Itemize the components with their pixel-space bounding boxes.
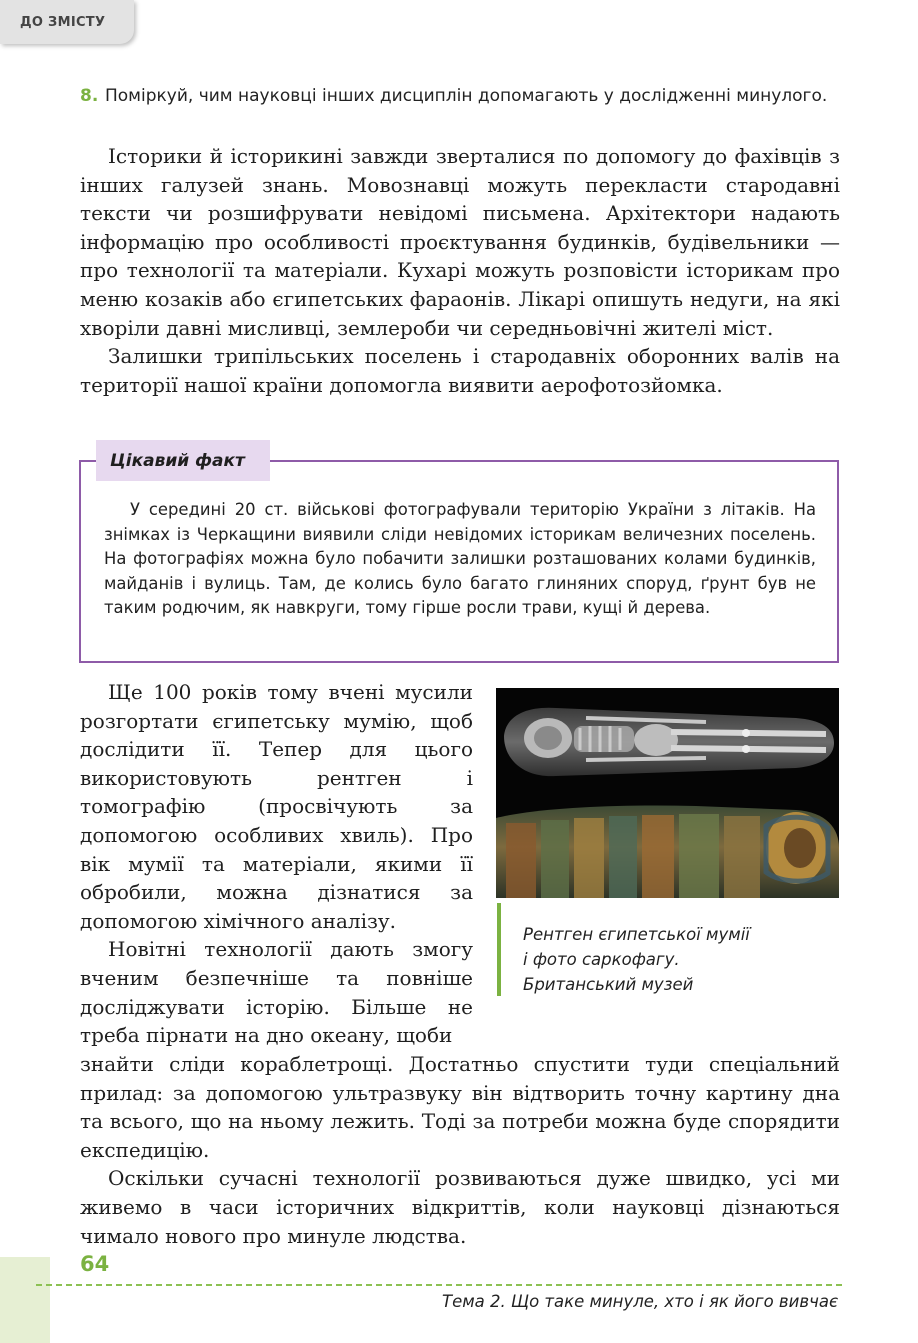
caption-line-2: і фото саркофагу. bbox=[523, 950, 680, 969]
caption-line-1: Рентген єгипетської мумії bbox=[523, 925, 750, 944]
running-title: Тема 2. Що таке минуле, хто і як його вивчає bbox=[442, 1292, 838, 1311]
caption-line-3: Британський музей bbox=[523, 975, 694, 994]
footer-margin-block bbox=[0, 1257, 50, 1343]
intro-paragraph-2: Залишки трипільських поселень і стародавніх оборонних валів на території нашої країни допомогла виявити аерофотозйомка. bbox=[80, 344, 840, 397]
page-number: 64 bbox=[80, 1252, 110, 1276]
fact-label: Цікавий факт bbox=[96, 440, 270, 481]
question-text: Поміркуй, чим науковці інших дисциплін допомагають у дослідженні минулого. bbox=[105, 86, 828, 106]
intro-text bbox=[80, 142, 840, 399]
toc-link[interactable]: ДО ЗМІСТУ bbox=[0, 0, 134, 44]
question-number: 8. bbox=[80, 86, 99, 106]
left-column-text bbox=[80, 678, 473, 1050]
mummy-illustration bbox=[496, 688, 839, 898]
caption-accent-bar bbox=[497, 903, 501, 996]
figure-caption bbox=[523, 922, 823, 997]
question-8 bbox=[80, 84, 840, 109]
intro-paragraph-1: Історики й історикині завжди зверталися по допомогу до фахівців з інших галузей знань. Мовознавці можуть перекласти стародавні тексти чи розшифрувати невідомі письмена. Архітектори надають інформацію про особливості проєктування будинків, будівельники — про технології та матеріали. Кухарі можуть розповісти історикам про меню козаків або єгипетських фараонів. Лікарі опишуть недуги, на які хворіли давні мисливці, землероби чи середньовічні жителі міст. bbox=[80, 144, 840, 340]
technology-paragraph: Новітні технології дають змогу вченим безпечніше та повніше досліджувати історію. Більше не треба пірнати на дно океану, щоби bbox=[80, 937, 473, 1048]
fact-text: У середині 20 ст. військові фотографували територію України з літаків. На знімках із Черкащини виявили сліди невідомих історикам величезних поселень. На фотографіях можна було побачити залишки розташованих колами будинків, майданів і вулиць. Там, де колись було багато глиняних споруд, ґрунт був не таким родючим, як навкруги, тому гірше росли трави, кущі й дерева. bbox=[104, 500, 816, 617]
bottom-text bbox=[80, 1050, 840, 1250]
mummy-xray-sarcophagus-image bbox=[496, 688, 839, 898]
technology-paragraph-continued: знайти сліди кораблетрощі. Достатньо спустити туди спеціальний прилад: за допомогою ультразвуку він відтворить точну картину дна та всього, що на ньому лежить. Тоді за потреби можна буде спорядити експедицію. bbox=[80, 1052, 840, 1162]
conclusion-paragraph: Оскільки сучасні технології розвиваються дуже швидко, усі ми живемо в часи історичних відкриттів, коли науковці дізнаються чимало нового про минуле людства. bbox=[80, 1166, 840, 1248]
footer-divider bbox=[36, 1284, 842, 1286]
mummy-paragraph: Ще 100 років тому вчені мусили розгортати єгипетську мумію, щоб дослідити її. Тепер для цього використовують рентген і томографію (просвічують за допомогою особливих хвиль). Про вік мумії та матеріали, якими її обробили, можна дізнатися за допомогою хімічного аналізу. bbox=[80, 680, 473, 933]
